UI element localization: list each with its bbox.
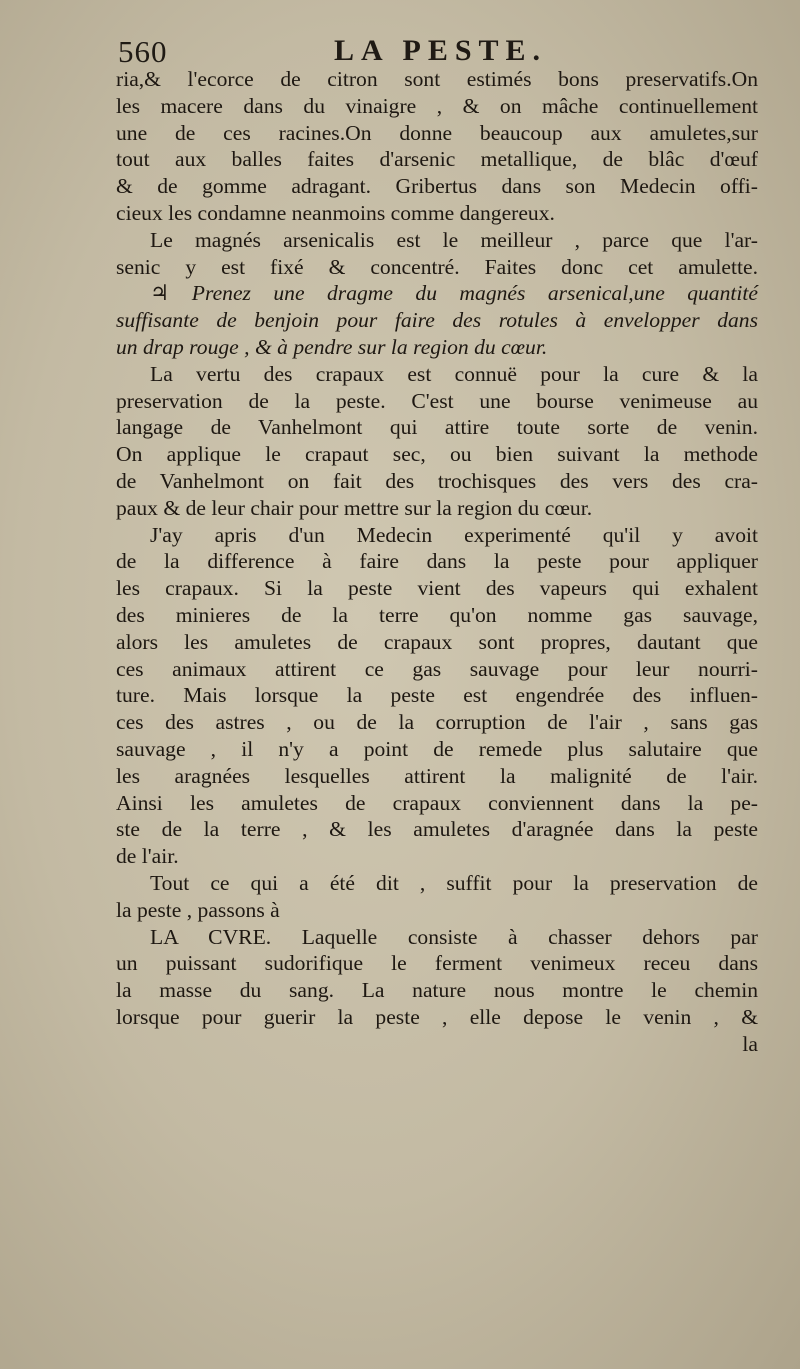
text-line: ture. Mais lorsque la peste est engendrée des influen-: [116, 683, 758, 708]
text-line: La vertu des crapaux est connuë pour la cure & la: [150, 361, 758, 386]
text-line: sauvage , il n'y a point de remede plus salutaire que: [116, 736, 758, 761]
text-line: On applique le crapaut sec, ou bien suivant la methode: [116, 442, 758, 467]
text-line: la masse du sang. La nature nous montre le chemin: [116, 978, 758, 1003]
text-line: la peste , passons à: [116, 897, 280, 922]
running-title: LA PESTE.: [334, 34, 548, 67]
text-line: ces animaux attirent ce gas sauvage pour leur nourri-: [116, 656, 758, 681]
text-line: les macere dans du vinaigre , & on mâche continuellement: [116, 93, 758, 118]
text-line: tout aux balles faites d'arsenic metallique, de blâc d'œuf: [116, 147, 758, 172]
text-line: & de gomme adragant. Gribertus dans son Medecin offi-: [116, 174, 758, 199]
text-line: Le magnés arsenicalis est le meilleur , parce que l'ar-: [150, 227, 758, 252]
text-line: preservation de la peste. C'est une bourse venimeuse au: [116, 388, 758, 413]
section-heading-line: LA CVRE. Laquelle consiste à chasser dehors par: [150, 924, 758, 949]
text-line: les crapaux. Si la peste vient des vapeurs qui exhalent: [116, 576, 758, 601]
text-line: J'ay apris d'un Medecin experimenté qu'il y avoit: [150, 522, 758, 547]
text-line: de l'air.: [116, 844, 179, 869]
body-text: [116, 66, 758, 1057]
text-line: paux & de leur chair pour mettre sur la region du cœur.: [116, 495, 593, 520]
recipe-line: ♃ Prenez une dragme du magnés arsenical,une quantité: [150, 281, 758, 306]
text-line: les aragnées lesquelles attirent la malignité de l'air.: [116, 763, 758, 788]
text-line: un puissant sudorifique le ferment venimeux receu dans: [116, 951, 758, 976]
text-line: Ainsi les amuletes de crapaux conviennent dans la pe-: [116, 790, 758, 815]
text-line: de la difference à faire dans la peste pour appliquer: [116, 549, 758, 574]
recipe-line: suffisante de benjoin pour faire des rotules à envelopper dans: [116, 308, 758, 333]
text-line: une de ces racines.On donne beaucoup aux amuletes,sur: [116, 120, 758, 145]
text-line: ste de la terre , & les amuletes d'aragnée dans la peste: [116, 817, 758, 842]
text-line: lorsque pour guerir la peste , elle depose le venin , &: [116, 1004, 758, 1029]
catchword: la: [742, 1031, 758, 1056]
text-line: ria,& l'ecorce de citron sont estimés bons preservatifs.On: [116, 67, 758, 91]
recipe-line: un drap rouge , & à pendre sur la region du cœur.: [116, 334, 548, 359]
text-line: de Vanhelmont on fait des trochisques des vers des cra-: [116, 468, 758, 493]
text-line: des minieres de la terre qu'on nomme gas sauvage,: [116, 602, 758, 627]
text-line: cieux les condamne neanmoins comme dangereux.: [116, 200, 555, 225]
text-line: langage de Vanhelmont qui attire toute sorte de venin.: [116, 415, 758, 440]
page-number: 560: [118, 34, 168, 69]
text-line: alors les amuletes de crapaux sont propres, dautant que: [116, 629, 758, 654]
text-line: Tout ce qui a été dit , suffit pour la preservation de: [150, 870, 758, 895]
text-line: ces des astres , ou de la corruption de l'air , sans gas: [116, 710, 758, 735]
text-line: senic y est fixé & concentré. Faites donc cet amulette.: [116, 254, 758, 279]
